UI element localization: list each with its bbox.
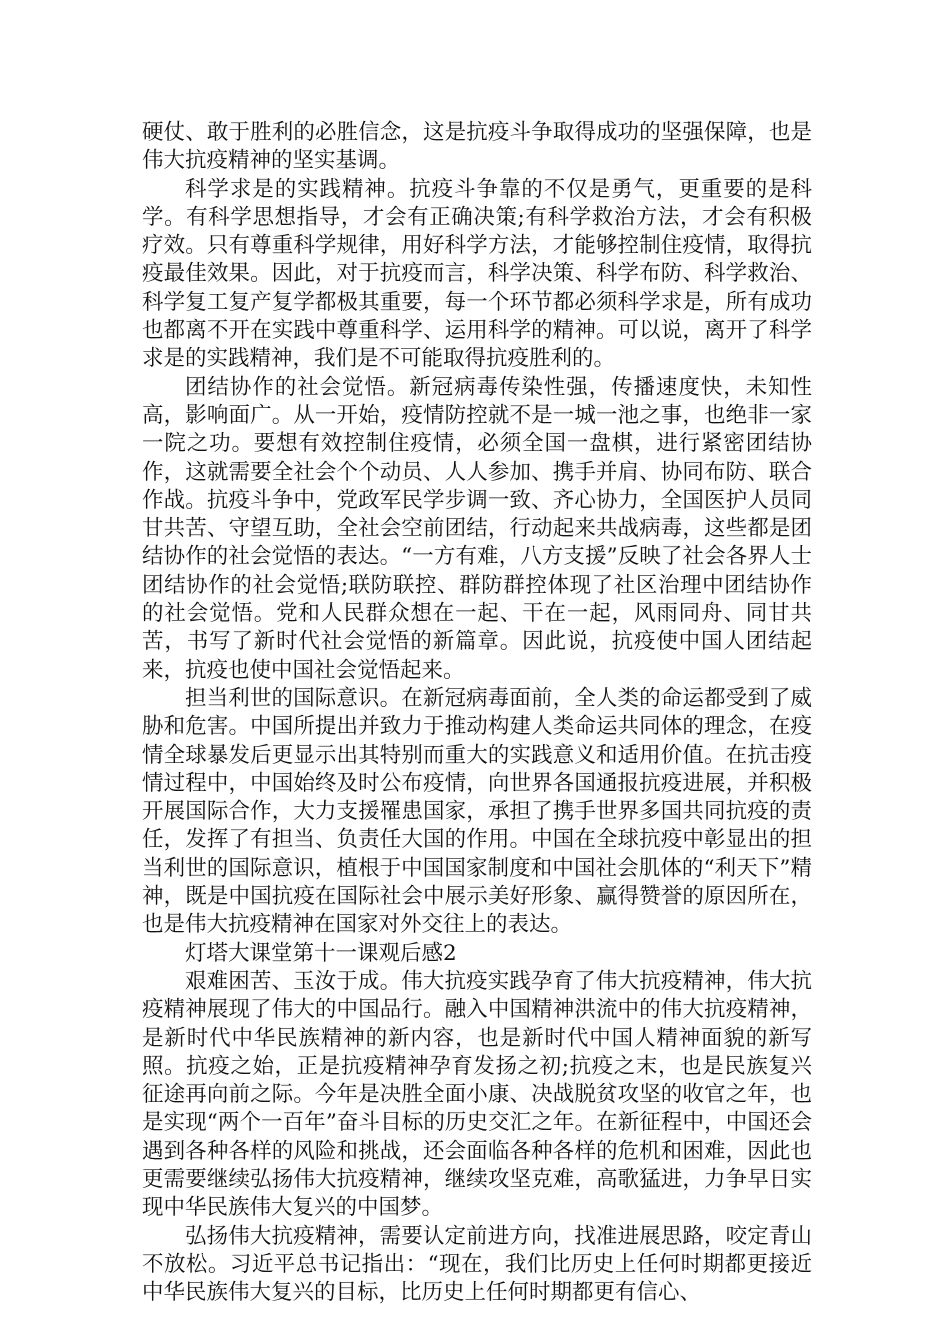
- section-heading: 灯塔大课堂第十一课观后感2: [185, 940, 457, 966]
- paragraph-continuation: 硬仗、敢于胜利的必胜信念，这是抗疫斗争取得成功的坚强保障，也是伟大抗疫精神的坚实基调。: [142, 120, 812, 174]
- paragraph-hardship: 艰难困苦、玉汝于成。伟大抗疫实践孕育了伟大抗疫精神，伟大抗疫精神展现了伟大的中国品行。融入中国精神洪流中的伟大抗疫精神，是新时代中华民族精神的新内容，也是新时代中国人精神面貌的新写照。抗疫之始，正是抗疫精神孕育发扬之初;抗疫之末，也是民族复兴征途再向前之际。今年是决胜全面小康、决战脱贫攻坚的收官之年，也是实现“两个一百年”奋斗目标的历史交汇之年。在新征程中，中国还会遇到各种各样的风险和挑战，还会面临各种各样的危机和困难，因此也更需要继续弘扬伟大抗疫精神，继续攻坚克难，高歌猛进，力争早日实现中华民族伟大复兴的中国梦。: [142, 968, 812, 1221]
- paragraph-international-awareness: 担当利世的国际意识。在新冠病毒面前，全人类的命运都受到了威胁和危害。中国所提出并致力于推动构建人类命运共同体的理念，在疫情全球暴发后更显示出其特别而重大的实践意义和适用价值。在抗击疫情过程中，中国始终及时公布疫情，向世界各国通报抗疫进展，并积极开展国际合作，大力支援罹患国家，承担了携手世界多国共同抗疫的责任，发挥了有担当、负责任大国的作用。中国在全球抗疫中彰显出的担当利世的国际意识，植根于中国国家制度和中国社会肌体的“利天下”精神，既是中国抗疫在国际社会中展示美好形象、赢得赞誉的原因所在，也是伟大抗疫精神在国家对外交往上的表达。: [142, 685, 812, 938]
- paragraph-scientific-spirit: 科学求是的实践精神。抗疫斗争靠的不仅是勇气，更重要的是科学。有科学思想指导，才会有正确决策;有科学救治方法，才会有积极疗效。只有尊重科学规律，用好科学方法，才能够控制住疫情，取得抗疫最佳效果。因此，对于抗疫而言，科学决策、科学布防、科学救治、科学复工复产复学都极其重要，每一个环节都必须科学求是，所有成功也都离不开在实践中尊重科学、运用科学的精神。可以说，离开了科学求是的实践精神，我们是不可能取得抗疫胜利的。: [142, 176, 812, 372]
- document-body: [142, 119, 812, 1307]
- paragraph-solidarity: 团结协作的社会觉悟。新冠病毒传染性强，传播速度快，未知性高，影响面广。从一开始，疫情防控就不是一城一池之事，也绝非一家一院之功。要想有效控制住疫情，必须全国一盘棋，进行紧密团结协作，这就需要全社会个个动员、人人参加、携手并肩、协同布防、联合作战。抗疫斗争中，党政军民学步调一致、齐心协力，全国医护人员同甘共苦、守望互助，全社会空前团结，行动起来共战病毒，这些都是团结协作的社会觉悟的表达。“一方有难，八方支援”反映了社会各界人士团结协作的社会觉悟;联防联控、群防群控体现了社区治理中团结协作的社会觉悟。党和人民群众想在一起、干在一起，风雨同舟、同甘共苦，书写了新时代社会觉悟的新篇章。因此说，抗疫使中国人团结起来，抗疫也使中国社会觉悟起来。: [142, 374, 812, 683]
- paragraph-promote-spirit: 弘扬伟大抗疫精神，需要认定前进方向，找准进展思路，咬定青山不放松。习近平总书记指出：“现在，我们比历史上任何时期都更接近中华民族伟大复兴的目标，比历史上任何时期都更有信心、: [142, 1223, 812, 1306]
